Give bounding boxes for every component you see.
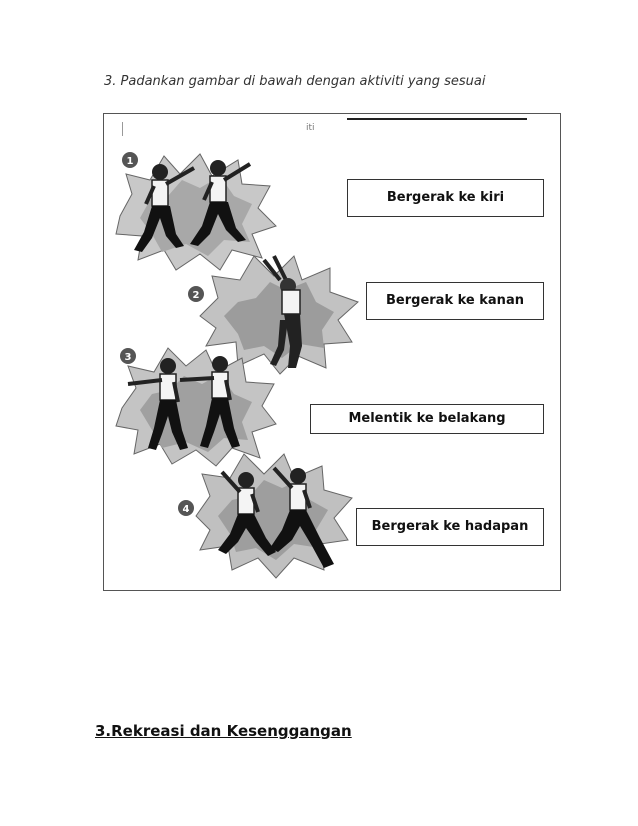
instruction-text: 3. Padankan gambar di bawah dengan aktiviti yang sesuai [104, 74, 486, 89]
scan-mark [122, 122, 131, 136]
activity-label-forward: Bergerak ke hadapan [356, 508, 544, 546]
figure-number: 3 [124, 352, 132, 363]
activity-label-backbend: Melentik ke belakang [310, 404, 544, 434]
activity-label-left: Bergerak ke kiri [347, 179, 544, 217]
illustration-4 [174, 446, 358, 580]
section-heading: 3.Rekreasi dan Kesenggangan [95, 722, 352, 740]
top-rule [347, 118, 527, 120]
figure-number: 1 [126, 156, 134, 167]
faint-text: iti [306, 123, 315, 133]
figure-number: 2 [192, 290, 200, 301]
figure-number: 4 [182, 504, 190, 515]
activity-label-right: Bergerak ke kanan [366, 282, 544, 320]
